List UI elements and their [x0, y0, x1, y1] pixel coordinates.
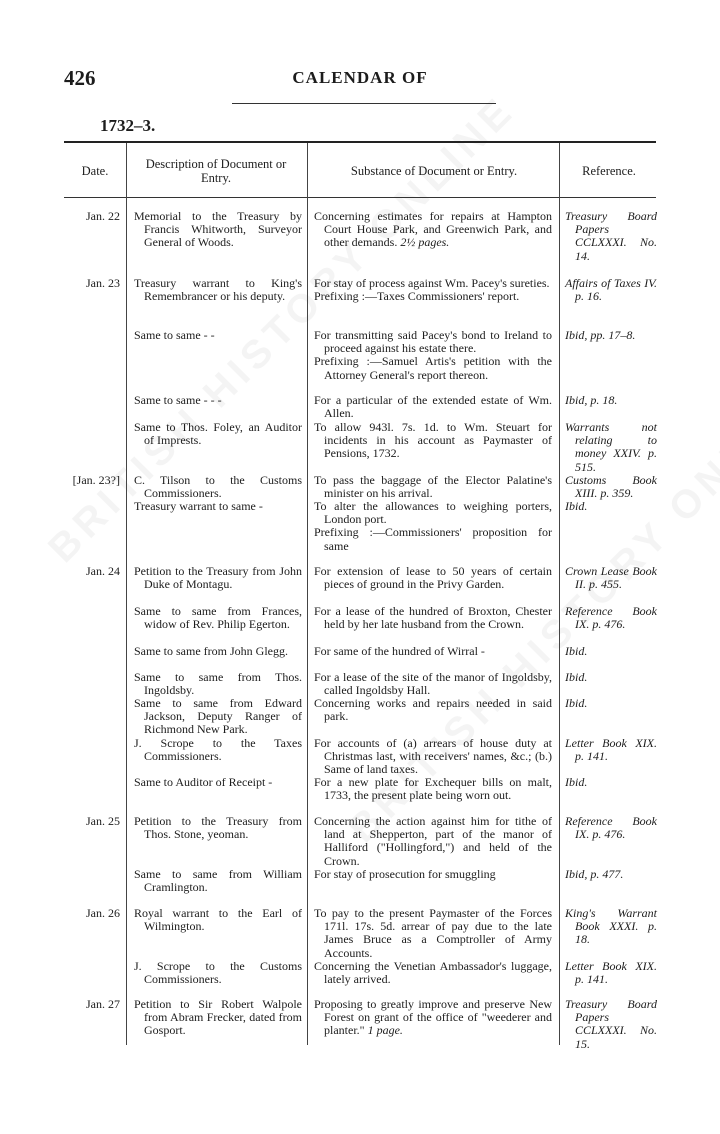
entry-description: Same to same from Edward Jackson, Deputy Ranger of Richmond New Park.: [134, 696, 302, 737]
head-rule: [232, 103, 496, 104]
entry-substance: [314, 210, 552, 250]
entry-description: Royal warrant to the Earl of Wilmington.: [134, 906, 302, 934]
entry-reference: Ibid.: [565, 696, 588, 710]
substance-pages: 2½ pages.: [400, 235, 450, 250]
entry-substance: For same of the hundred of Wirral -: [314, 644, 485, 658]
entry-reference: Ibid.: [565, 775, 588, 789]
entry-reference: Treasury Board Papers CCLXXXI. No. 14.: [565, 209, 657, 263]
prefixing-note: Prefixing :—Taxes Commissioners' report.: [314, 289, 520, 304]
entry-description: Same to same from Frances, widow of Rev. Philip Egerton.: [134, 604, 302, 632]
column-divider: [126, 143, 127, 1045]
page-number: 426: [64, 66, 96, 90]
entry-substance: [314, 329, 552, 382]
column-divider: [559, 143, 560, 1045]
substance-text: For transmitting said Pacey's bond to Ireland to proceed against his estate there.: [314, 328, 552, 356]
entry-substance: To pay to the present Paymaster of the Forces 171l. 17s. 5d. arrear of pay due to the late James Bruce as a Comptroller of Army Accounts.: [314, 906, 552, 960]
entry-reference: Crown Lease Book II. p. 455.: [565, 564, 657, 592]
entry-reference: Reference Book IX. p. 476.: [565, 814, 657, 842]
entry-substance: Concerning the action against him for tithe of land at Shepperton, part of the manor of Halliford ("Hollingford,") and held of the Crown.: [314, 814, 552, 868]
entry-description: Treasury warrant to same -: [134, 499, 263, 513]
entry-substance: For a particular of the extended estate of Wm. Allen.: [314, 393, 552, 421]
entry-reference: Ibid, pp. 17–8.: [565, 328, 636, 342]
entry-substance: For stay of prosecution for smuggling: [314, 867, 496, 881]
entry-description: Petition to the Treasury from Thos. Stone, yeoman.: [134, 814, 302, 842]
entry-reference: Customs Book XIII. p. 359.: [565, 473, 657, 501]
table-top-rule: [64, 141, 656, 143]
entry-substance: For extension of lease to 50 years of certain pieces of ground in the Privy Garden.: [314, 564, 552, 592]
entry-reference: King's Warrant Book XXXI. p. 18.: [565, 906, 657, 947]
entry-description: J. Scrope to the Taxes Commissioners.: [134, 736, 302, 764]
substance-pages: 1 page.: [367, 1023, 403, 1038]
entry-reference: Ibid.: [565, 670, 588, 684]
entry-substance: [314, 277, 552, 303]
header-description: Description of Document or Entry.: [145, 157, 287, 185]
header-reference: Reference.: [582, 164, 636, 178]
entry-substance: For a lease of the hundred of Broxton, Chester held by her late husband from the Crown.: [314, 604, 552, 632]
header-substance: Substance of Document or Entry.: [350, 164, 518, 178]
entry-description: Same to same - - -: [134, 393, 222, 407]
entry-substance: For a lease of the site of the manor of Ingoldsby, called Ingoldsby Hall.: [314, 670, 552, 698]
entry-substance: Concerning works and repairs needed in said park.: [314, 696, 552, 724]
column-divider: [307, 143, 308, 1045]
entry-description: Treasury warrant to King's Remembrancer or his deputy.: [134, 276, 302, 304]
entry-description: Same to same - -: [134, 328, 215, 342]
entry-description: Same to Thos. Foley, an Auditor of Imprests.: [134, 420, 302, 448]
entry-reference: Warrants not relating to money XXIV. p. 515.: [565, 420, 657, 474]
entry-reference: Ibid.: [565, 499, 588, 513]
entry-date: Jan. 24: [86, 564, 120, 578]
entry-substance: To allow 943l. 7s. 1d. to Wm. Steuart for incidents in his account as Paymaster of Pensions, 1732.: [314, 420, 552, 461]
entry-reference: Ibid.: [565, 644, 588, 658]
entry-substance: To pass the baggage of the Elector Palatine's minister on his arrival.: [314, 473, 552, 501]
entry-substance: For accounts of (a) arrears of house duty at Christmas last, with receivers' names, &c.; (b.) Same of land taxes.: [314, 736, 552, 777]
substance-text: Proposing to greatly improve and preserve New Forest on grant of the office of "weederer and planter.": [314, 997, 552, 1038]
entry-description: Same to same from William Cramlington.: [134, 867, 302, 895]
entry-date: Jan. 22: [86, 209, 120, 223]
entry-description: C. Tilson to the Customs Commissioners.: [134, 473, 302, 501]
entry-description: Memorial to the Treasury by Francis Whitworth, Surveyor General of Woods.: [134, 209, 302, 250]
substance-text: To alter the allowances to weighing porters, London port.: [314, 499, 552, 527]
entry-substance: For a new plate for Exchequer bills on malt, 1733, the present plate being worn out.: [314, 775, 552, 803]
entry-reference: Letter Book XIX. p. 141.: [565, 736, 657, 764]
entry-description: J. Scrope to the Customs Commissioners.: [134, 959, 302, 987]
running-head: CALENDAR OF: [292, 68, 428, 87]
header-date: Date.: [81, 164, 109, 178]
entry-description: Same to Auditor of Receipt -: [134, 775, 273, 789]
entry-reference: Reference Book IX. p. 476.: [565, 604, 657, 632]
prefixing-note: Prefixing :—Commissioners' proposition for same: [314, 525, 552, 553]
entry-description: Petition to Sir Robert Walpole from Abram Frecker, dated from Gosport.: [134, 997, 302, 1038]
entry-description: Same to same from John Glegg.: [134, 644, 288, 658]
entry-date: [Jan. 23?]: [72, 473, 120, 487]
entry-reference: Letter Book XIX. p. 141.: [565, 959, 657, 987]
entry-description: Same to same from Thos. Ingoldsby.: [134, 670, 302, 698]
substance-text: Concerning estimates for repairs at Hampton Court House Park, and Greenwich Park, and other demands.: [314, 209, 552, 250]
entry-substance: [314, 500, 552, 553]
table-header-rule: [64, 197, 656, 198]
year-heading: 1732–3.: [100, 116, 156, 135]
entry-date: Jan. 26: [86, 906, 120, 920]
entry-reference: Treasury Board Papers CCLXXXI. No. 15.: [565, 997, 657, 1051]
entry-date: Jan. 23: [86, 276, 120, 290]
entry-date: Jan. 25: [86, 814, 120, 828]
entry-date: Jan. 27: [86, 997, 120, 1011]
substance-text: For stay of process against Wm. Pacey's sureties.: [314, 276, 550, 290]
entry-substance: [314, 998, 552, 1038]
prefixing-note: Prefixing :—Samuel Artis's petition with the Attorney General's report thereon.: [314, 354, 552, 382]
entry-substance: Concerning the Venetian Ambassador's luggage, lately arrived.: [314, 959, 552, 987]
entry-reference: Affairs of Taxes IV. p. 16.: [565, 276, 657, 304]
entry-description: Petition to the Treasury from John Duke of Montagu.: [134, 564, 302, 592]
entry-reference: Ibid, p. 18.: [565, 393, 618, 407]
entry-reference: Ibid, p. 477.: [565, 867, 624, 881]
